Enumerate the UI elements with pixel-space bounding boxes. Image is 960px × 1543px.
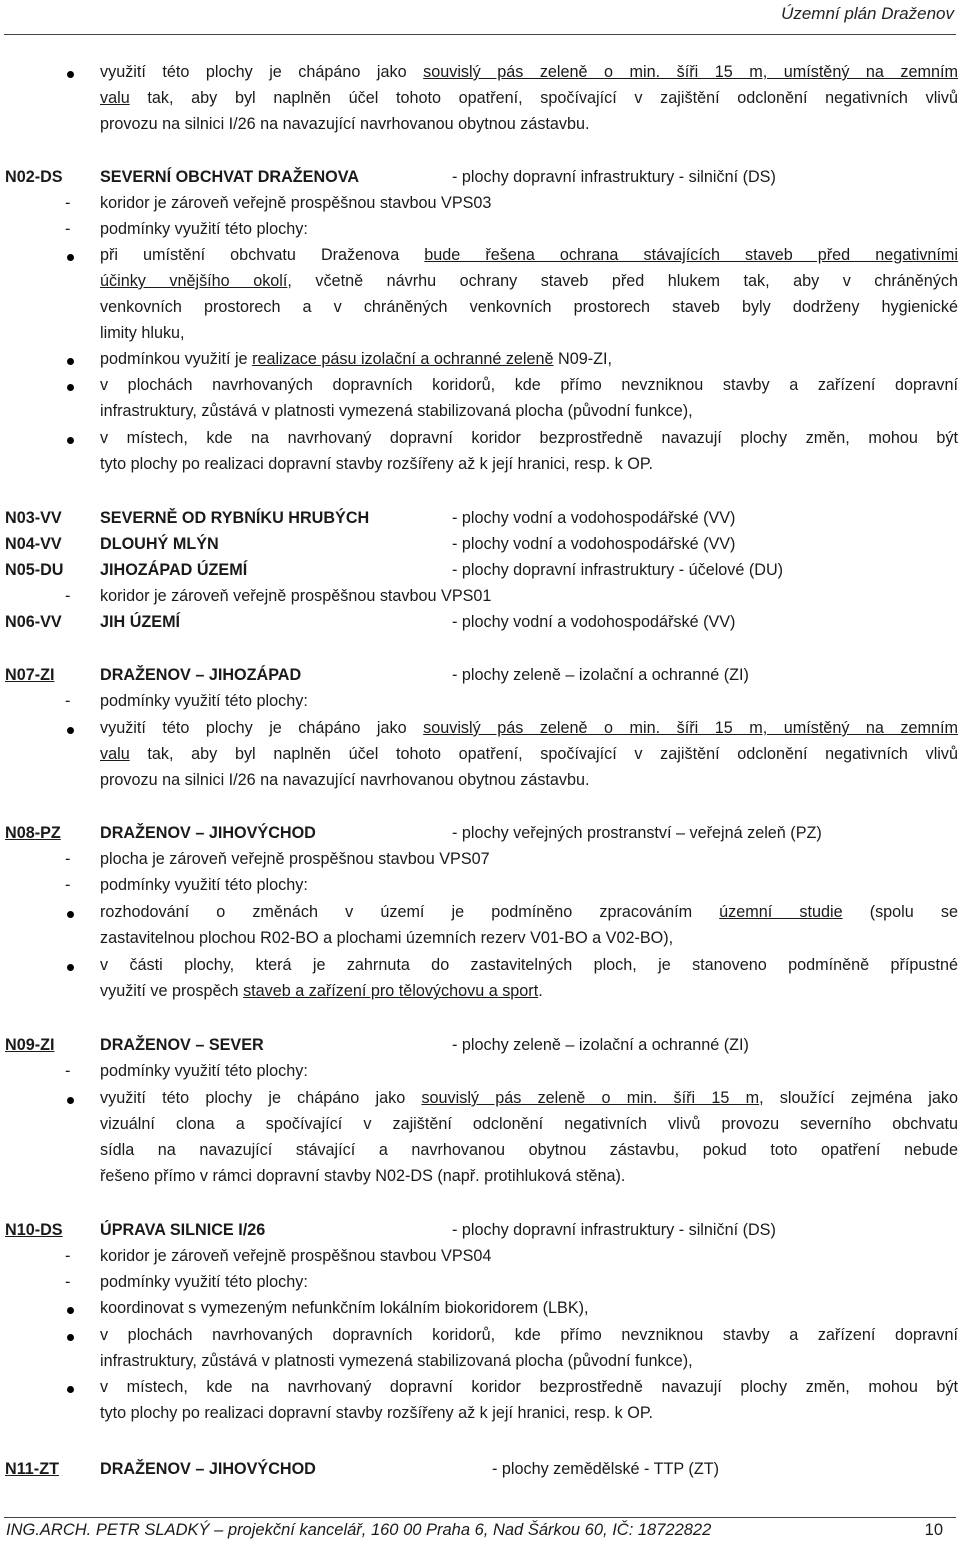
bullet-icon: [67, 358, 74, 365]
bullet-icon: [67, 964, 74, 971]
section-title: DRAŽENOV – SEVER: [100, 1036, 264, 1054]
section-code: N08-PZ: [5, 824, 61, 842]
text: tak, aby byl naplněn účel tohoto opatření, spočívající v zajištění odclonění negativních vlivů: [129, 745, 958, 763]
bullet-icon: [67, 1097, 74, 1104]
dash: -: [65, 876, 71, 894]
n07-item-1: podmínky využití této plochy:: [100, 692, 308, 710]
section-desc: - plochy vodní a vodohospodářské (VV): [452, 535, 736, 553]
n08-b2-line-1: v části plochy, která je zahrnuta do zastavitelných ploch, je stanoveno podmíněně přípustné: [100, 956, 958, 974]
text: využití této plochy je chápáno jako: [100, 1089, 422, 1107]
section-title: DRAŽENOV – JIHOVÝCHOD: [100, 1460, 316, 1478]
dash: -: [65, 194, 71, 212]
footer-text: ING.ARCH. PETR SLADKÝ – projekční kancelář, 160 00 Praha 6, Nad Šárkou 60, IČ: 18722822: [6, 1521, 712, 1539]
section-code: N05-DU: [5, 561, 64, 579]
underlined-text: valu: [100, 745, 130, 763]
text: .: [538, 982, 543, 1000]
underlined-text: souvislý pás zeleně o min. šíři 15 m, umístěný na zemním: [423, 719, 958, 737]
page-number: 10: [924, 1521, 943, 1539]
underlined-text: staveb a zařízení pro tělovýchovu a sport: [243, 982, 539, 1000]
section-desc: - plochy dopravní infrastruktury - účelové (DU): [452, 561, 784, 579]
underlined-text: bude řešena ochrana stávajících staveb před negativními: [424, 246, 958, 264]
n09-b1-line-1: [100, 1087, 958, 1109]
bullet-icon: [67, 727, 74, 734]
n10-b1: koordinovat s vymezeným nefunkčním lokálním biokoridorem (LBK),: [100, 1299, 589, 1317]
n08-item-2: podmínky využití této plochy:: [100, 876, 308, 894]
n02-b1-line-4: limity hluku,: [100, 324, 185, 342]
text: tak, aby byl naplněn účel tohoto opatření, spočívající v zajištění odclonění negativních vlivů: [129, 89, 958, 107]
text: rozhodování o změnách v území je podmíněno zpracováním: [100, 903, 720, 921]
section-desc: - plochy zemědělské - TTP (ZT): [492, 1460, 719, 1478]
text: využití ve prospěch: [100, 982, 244, 1000]
n10-b3-line-2: tyto plochy po realizaci dopravní stavby rozšířeny až k její hranici, resp. k OP.: [100, 1404, 654, 1422]
text: při umístění obchvatu Draženova: [100, 246, 425, 264]
intro-line-2: [100, 87, 958, 109]
n02-item-1: koridor je zároveň veřejně prospěšnou stavbou VPS03: [100, 194, 492, 212]
n07-b1-line-3: provozu na silnici I/26 na navazující navrhovanou obytnou zástavbu.: [100, 771, 590, 789]
bullet-icon: [67, 1307, 74, 1314]
text: (spolu se: [842, 903, 958, 921]
footer-rule: [4, 1517, 956, 1518]
section-title: SEVERNÍ OBCHVAT DRAŽENOVA: [100, 168, 360, 186]
dash: -: [65, 850, 71, 868]
section-title: DLOUHÝ MLÝN: [100, 535, 219, 553]
bullet-icon: [67, 254, 74, 261]
dash: -: [65, 1273, 71, 1291]
section-code: N04-VV: [5, 535, 62, 553]
dash: -: [65, 1247, 71, 1265]
section-desc: - plochy dopravní infrastruktury - silniční (DS): [452, 168, 776, 186]
n07-b1-line-2: [100, 743, 958, 765]
n02-b1-line-2: [100, 270, 958, 292]
section-desc: - plochy zeleně – izolační a ochranné (ZI): [452, 666, 749, 684]
n02-b2: [100, 348, 612, 370]
n10-b3-line-1: v místech, kde na navrhovaný dopravní koridor bezprostředně navazují plochy změn, mohou být: [100, 1378, 958, 1396]
n10-b2-line-1: v plochách navrhovaných dopravních koridorů, kde přímo nevzniknou stavby a zařízení dopravní: [100, 1326, 958, 1344]
section-code: N06-VV: [5, 613, 62, 631]
n10-item-2: podmínky využití této plochy:: [100, 1273, 308, 1291]
n10-b2-line-2: infrastruktury, zůstává v platnosti vymezená stabilizovaná plocha (původní funkce),: [100, 1352, 693, 1370]
underlined-text: územní studie: [719, 903, 843, 921]
header-rule: [4, 34, 956, 35]
n08-item-1: plocha je zároveň veřejně prospěšnou stavbou VPS07: [100, 850, 490, 868]
n02-b3-line-1: v plochách navrhovaných dopravních koridorů, kde přímo nevzniknou stavby a zařízení dopravní: [100, 376, 958, 394]
section-code: N02-DS: [5, 168, 63, 186]
section-title: DRAŽENOV – JIHOZÁPAD: [100, 666, 302, 684]
section-code: N09-ZI: [5, 1036, 55, 1054]
text: N09-ZI,: [553, 350, 612, 368]
running-header: Územní plán Draženov: [781, 4, 954, 23]
underlined-text: souvislý pás zeleně o min. šíři 15 m, umístěný na zemním: [423, 63, 958, 81]
dash: -: [65, 587, 71, 605]
text: , sloužící zejména jako: [759, 1089, 958, 1107]
dash: -: [65, 220, 71, 238]
section-title: JIHOZÁPAD ÚZEMÍ: [100, 561, 248, 579]
n05-item-1: koridor je zároveň veřejně prospěšnou stavbou VPS01: [100, 587, 492, 605]
section-code: N03-VV: [5, 509, 62, 527]
section-desc: - plochy vodní a vodohospodářské (VV): [452, 509, 736, 527]
bullet-icon: [67, 1386, 74, 1393]
section-desc: - plochy dopravní infrastruktury - silniční (DS): [452, 1221, 776, 1239]
n02-item-2: podmínky využití této plochy:: [100, 220, 308, 238]
bullet-icon: [67, 911, 74, 918]
n07-b1-line-1: [100, 717, 958, 739]
section-title: JIH ÚZEMÍ: [100, 613, 181, 631]
underlined-text: souvislý pás zeleně o min. šíři 15 m: [421, 1089, 760, 1107]
bullet-icon: [67, 1334, 74, 1341]
n09-b1-line-4: řešeno přímo v rámci dopravní stavby N02-DS (např. protihluková stěna).: [100, 1167, 626, 1185]
n08-b1-line-2: zastavitelnou plochou R02-BO a plochami územních rezerv V01-BO a V02-BO),: [100, 929, 674, 947]
n02-b4-line-2: tyto plochy po realizaci dopravní stavby rozšířeny až k její hranici, resp. k OP.: [100, 455, 654, 473]
dash: -: [65, 1062, 71, 1080]
n02-b1-line-1: [100, 244, 958, 266]
n09-b1-line-3: sídla na navazující stávající a navrhovanou obytnou zástavbu, pokud toto opatření nebude: [100, 1141, 958, 1159]
n08-b1-line-1: [100, 901, 958, 923]
text: , včetně návrhu ochrany staveb před hlukem tak, aby v chráněných: [287, 272, 958, 290]
section-code: N07-ZI: [5, 666, 55, 684]
n02-b4-line-1: v místech, kde na navrhovaný dopravní koridor bezprostředně navazují plochy změn, mohou být: [100, 429, 958, 447]
n08-b2-line-2: [100, 980, 543, 1002]
n02-b3-line-2: infrastruktury, zůstává v platnosti vymezená stabilizovaná plocha (původní funkce),: [100, 402, 693, 420]
section-desc: - plochy zeleně – izolační a ochranné (ZI): [452, 1036, 749, 1054]
underlined-text: valu: [100, 89, 130, 107]
n02-b1-line-3: venkovních prostorech a v chráněných venkovních prostorech staveb byly dodrženy hygienické: [100, 298, 958, 316]
n10-item-1: koridor je zároveň veřejně prospěšnou stavbou VPS04: [100, 1247, 492, 1265]
n09-b1-line-2: vizuální clona a spočívající v zajištění odclonění negativních vlivů provozu severního obchvatu: [100, 1115, 958, 1133]
bullet-icon: [67, 71, 74, 78]
section-desc: - plochy vodní a vodohospodářské (VV): [452, 613, 736, 631]
n09-item-1: podmínky využití této plochy:: [100, 1062, 308, 1080]
text: využití této plochy je chápáno jako: [100, 719, 424, 737]
text: využití této plochy je chápáno jako: [100, 63, 424, 81]
underlined-text: účinky vnějšího okolí: [100, 272, 288, 290]
section-code: N11-ZT: [5, 1460, 59, 1478]
section-title: SEVERNĚ OD RYBNÍKU HRUBÝCH: [100, 509, 370, 527]
intro-line-1: [100, 61, 958, 83]
bullet-icon: [67, 437, 74, 444]
section-code: N10-DS: [5, 1221, 63, 1239]
section-title: ÚPRAVA SILNICE I/26: [100, 1221, 266, 1239]
text: podmínkou využití je: [100, 350, 253, 368]
section-desc: - plochy veřejných prostranství – veřejná zeleň (PZ): [452, 824, 822, 842]
dash: -: [65, 692, 71, 710]
section-title: DRAŽENOV – JIHOVÝCHOD: [100, 824, 316, 842]
bullet-icon: [67, 384, 74, 391]
underlined-text: realizace pásu izolační a ochranné zeleně: [252, 350, 554, 368]
intro-line-3: provozu na silnici I/26 na navazující navrhovanou obytnou zástavbu.: [100, 115, 590, 133]
